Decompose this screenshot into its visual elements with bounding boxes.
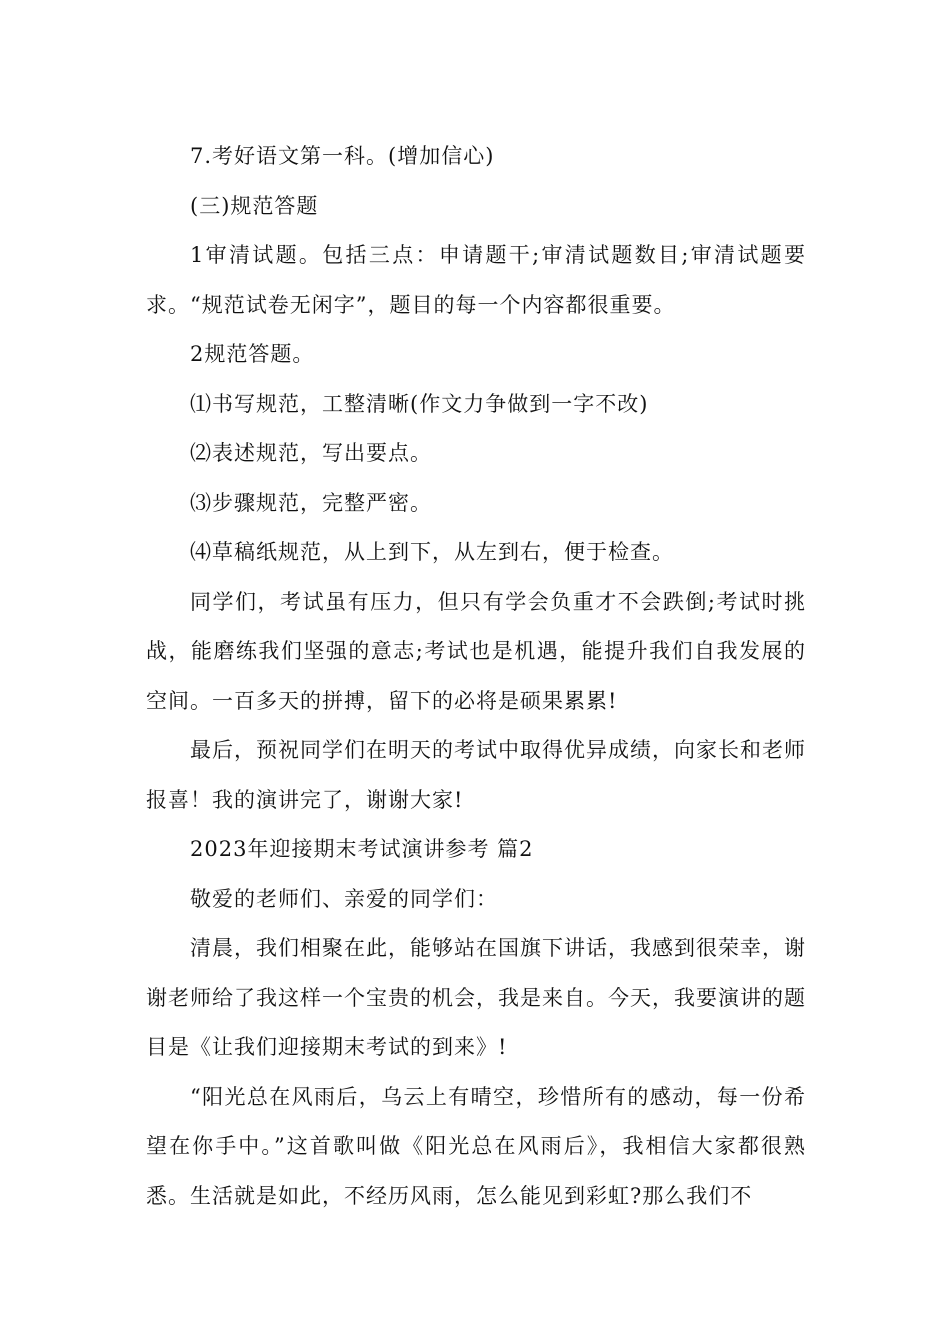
list-item-expression: ⑵表述规范，写出要点。 [190, 441, 432, 465]
paragraph-morning-intro: 清晨，我们相聚在此，能够站在国旗下讲话，我感到很荣幸，谢谢老师给了我这样一个宝贵的机会，我是来自。今天，我要演讲的题目是《让我们迎接期末考试的到来》! [146, 936, 806, 1059]
speech-salutation: 敬爱的老师们、亲爱的同学们： [190, 886, 498, 911]
section-heading-standard-answering: (三)规范答题 [190, 193, 319, 218]
list-item-writing: ⑴书写规范，工整清晰(作文力争做到一字不改) [190, 391, 649, 416]
list-item-steps: ⑶步骤规范，完整严密。 [190, 490, 432, 515]
speech-title-part-2: 2023年迎接期末考试演讲参考 篇2 [190, 837, 534, 861]
paragraph-song-quote: “阳光总在风雨后，乌云上有晴空，珍惜所有的感动，每一份希望在你手中。”这首歌叫做《阳光总在风雨后》，我相信大家都很熟悉。生活就是如此，不经历风雨，怎么能见到彩虹?那么我们不 [146, 1084, 806, 1208]
paragraph-closing-wishes: 最后，预祝同学们在明天的考试中取得优异成绩，向家长和老师报喜！我的演讲完了，谢谢大家! [146, 738, 806, 812]
paragraph-item-7: 7.考好语文第一科。(增加信心) [190, 144, 495, 168]
document-body [146, 132, 806, 1221]
list-item-draft-paper: ⑷草稿纸规范，从上到下，从左到右，便于检查。 [190, 540, 674, 564]
paragraph-exam-pressure: 同学们，考试虽有压力，但只有学会负重才不会跌倒;考试时挑战，能磨练我们坚强的意志;考试也是机遇，能提升我们自我发展的空间。一百多天的拼搏，留下的必将是硕果累累! [146, 589, 806, 713]
paragraph-standard-answers: 2规范答题。 [190, 342, 315, 366]
paragraph-review-questions: 1审清试题。包括三点：申请题干;审清试题数目;审清试题要求。“规范试卷无闲字”，题目的每一个内容都很重要。 [146, 243, 806, 317]
